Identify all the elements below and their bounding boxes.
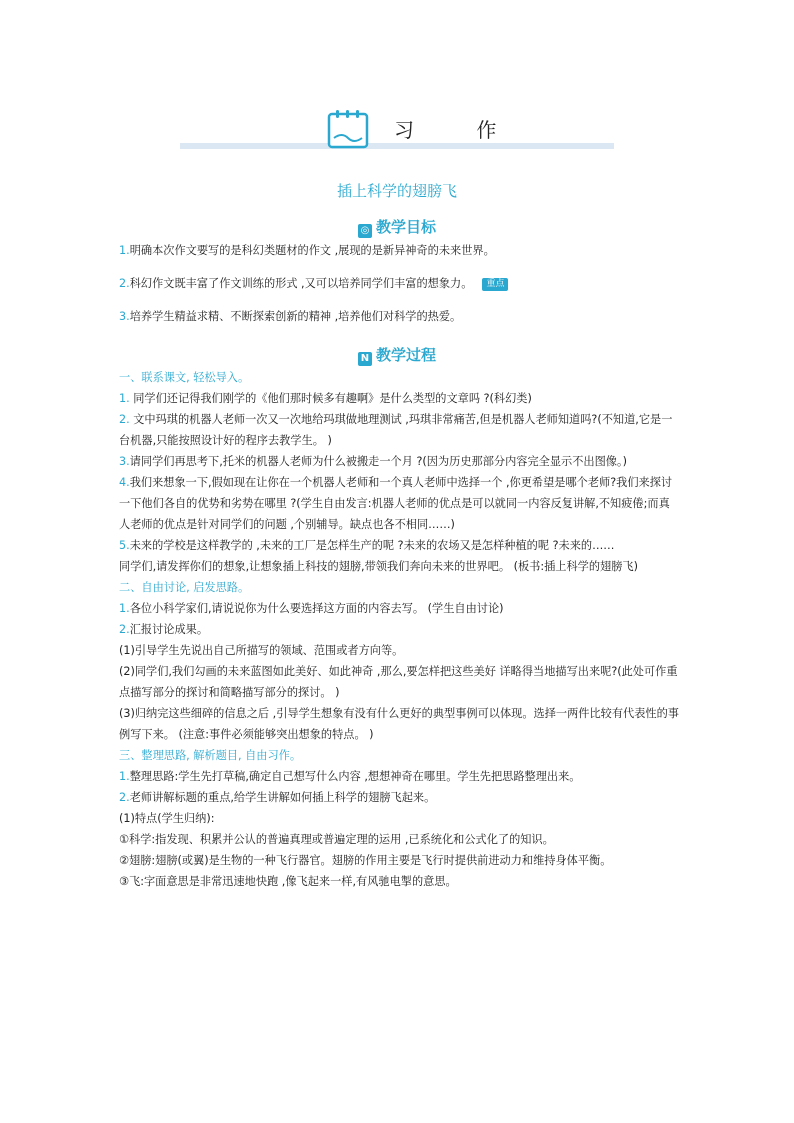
goal-item: 2.科幻作文既丰富了作文训练的形式 ,又可以培养同学们丰富的想象力。 重点 bbox=[119, 273, 679, 294]
section-heading: 三、整理思路, 解析题目, 自由习作。 bbox=[119, 749, 302, 762]
section-heading: 二、自由讨论, 启发思路。 bbox=[119, 581, 250, 594]
section-heading: 一、联系课文, 轻松导入。 bbox=[119, 371, 250, 384]
key-point-badge: 重点 bbox=[482, 278, 508, 291]
list-item: 3.请同学们再思考下,托米的机器人老师为什么被搬走一个月 ?(因为历史那部分内容完全显示不出图像。) bbox=[119, 455, 627, 468]
goal-item: 3.培养学生精益求精、不断探索创新的精神 ,培养他们对科学的热爱。 bbox=[119, 310, 462, 323]
sub-item: (3)归纳完这些细碎的信息之后 ,引导学生想象有没有什么更好的典型事例可以体现。选择一两件比较有代表性的事例写下来。 (注意:事件必须能够突出想象的特点。 ) bbox=[119, 707, 679, 741]
page-title: 习 作 bbox=[394, 118, 525, 142]
target-icon: ◎ bbox=[358, 224, 372, 238]
lightning-icon: N bbox=[358, 352, 372, 366]
list-item: 1. 同学们还记得我们刚学的《他们那时候多有趣啊》是什么类型的文章吗 ?(科幻类) bbox=[119, 392, 532, 405]
goal-item: 1.明确本次作文要写的是科幻类题材的作文 ,展现的是新异神奇的未来世界。 bbox=[119, 244, 495, 257]
page-header bbox=[180, 108, 614, 152]
notebook-icon bbox=[326, 108, 370, 150]
list-item: 2.老师讲解标题的重点,给学生讲解如何插上科学的翅膀飞起来。 bbox=[119, 791, 436, 804]
sub-item: ②翅膀:翅膀(或翼)是生物的一种飞行器官。翅膀的作用主要是飞行时提供前进动力和维持身体平衡。 bbox=[119, 854, 612, 867]
list-item: 4.我们来想象一下,假如现在让你在一个机器人老师和一个真人老师中选择一个 ,你更希望是哪个老师?我们来探讨一下他们各自的优势和劣势在哪里 ?(学生自由发言:机器人老师的优点是可以就同一内容反复讲解,不知疲倦;而真人老师的优点是针对同学们的问题 ,个别辅导。缺点也各不相同……) bbox=[119, 476, 673, 531]
list-item: 2. 文中玛琪的机器人老师一次又一次地给玛琪做地理测试 ,玛琪非常痛苦,但是机器人老师知道吗?(不知道,它是一台机器,只能按照设计好的程序去教学生。 ) bbox=[119, 413, 673, 447]
sub-item: ①科学:指发现、积累并公认的普遍真理或普遍定理的运用 ,已系统化和公式化了的知识。 bbox=[119, 833, 554, 846]
list-item: 5.未来的学校是这样教学的 ,未来的工厂是怎样生产的呢 ?未来的农场又是怎样种植的呢 ?未来的…… bbox=[119, 539, 615, 552]
list-item: 1.整理思路:学生先打草稿,确定自己想写什么内容 ,想想神奇在哪里。学生先把思路整理出来。 bbox=[119, 770, 581, 783]
sub-item: (1)引导学生先说出自己所描写的领域、范围或者方向等。 bbox=[119, 644, 404, 657]
sub-item: (2)同学们,我们勾画的未来蓝图如此美好、如此神奇 ,那么,要怎样把这些美好 详略得当地描写出来呢?(此处可作重点描写部分的探讨和简略描写部分的探讨。 ) bbox=[119, 665, 678, 699]
lesson-title: 插上科学的翅膀飞 bbox=[336, 182, 457, 200]
list-item: 1.各位小科学家们,请说说你为什么要选择这方面的内容去写。 (学生自由讨论) bbox=[119, 602, 504, 615]
sub-item: (1)特点(学生归纳): bbox=[119, 812, 215, 825]
sub-item: ③飞:字面意思是非常迅速地快跑 ,像飞起来一样,有风驰电掣的意思。 bbox=[119, 875, 457, 888]
goals-section-title: ◎ 教学目标 bbox=[0, 216, 794, 238]
process-section-title: N 教学过程 bbox=[0, 344, 794, 366]
paragraph: 同学们,请发挥你们的想象,让想象插上科技的翅膀,带领我们奔向未来的世界吧。 (板书:插上科学的翅膀飞) bbox=[119, 560, 638, 573]
header-underline bbox=[180, 143, 614, 149]
list-item: 2.汇报讨论成果。 bbox=[119, 623, 209, 636]
content bbox=[119, 240, 679, 892]
